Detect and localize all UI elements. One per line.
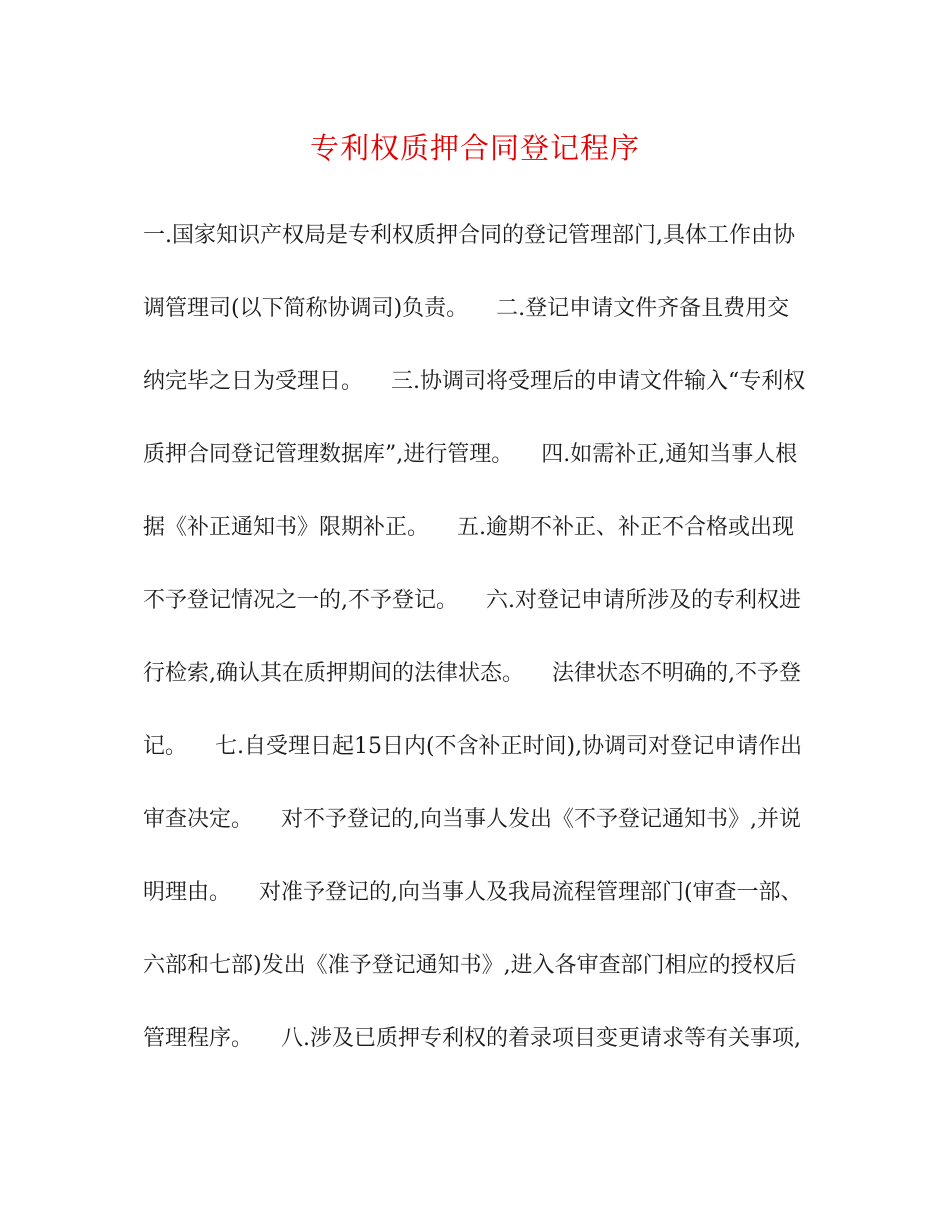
body-line: 调管理司(以下简称协调司)负责。 二.登记申请文件齐备且费用交	[143, 296, 790, 321]
body-line: 据《补正通知书》限期补正。 五.逾期不补正、补正不合格或出现	[143, 515, 794, 540]
body-line: 管理程序。 八.涉及已质押专利权的着录项目变更请求等有关事项,	[143, 1026, 801, 1051]
body-line: 记。 七.自受理日起15日内(不含补正时间),协调司对登记申请作出	[143, 734, 803, 759]
body-line: 纳完毕之日为受理日。 三.协调司将受理后的申请文件输入“专利权	[143, 369, 806, 394]
body-line: 明理由。 对准予登记的,向当事人及我局流程管理部门(审查一部、	[143, 880, 803, 905]
body-line: 审查决定。 对不予登记的,向当事人发出《不予登记通知书》,并说	[143, 807, 801, 832]
document-body	[143, 216, 823, 1092]
document-title: 专利权质押合同登记程序	[309, 131, 640, 165]
body-line: 一.国家知识产权局是专利权质押合同的登记管理部门,具体工作由协	[143, 223, 795, 248]
body-line: 六部和七部)发出《准予登记通知书》,进入各审查部门相应的授权后	[143, 953, 797, 978]
body-line: 不予登记情况之一的,不予登记。 六.对登记申请所涉及的专利权进	[143, 588, 801, 613]
body-line: 质押合同登记管理数据库”,进行管理。 四.如需补正,通知当事人根	[143, 442, 798, 467]
body-line: 行检索,确认其在质押期间的法律状态。 法律状态不明确的,不予登	[143, 661, 801, 686]
